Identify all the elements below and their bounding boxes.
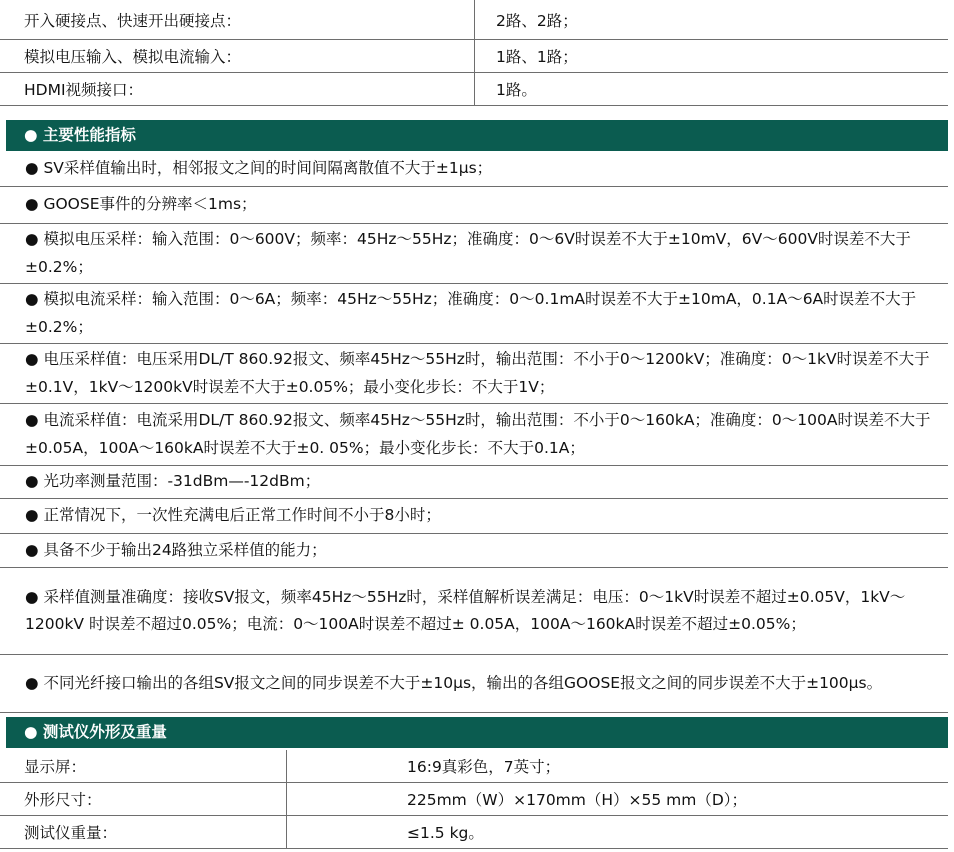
section-header-performance: ● 主要性能指标 — [6, 120, 948, 151]
table-row — [0, 73, 948, 106]
performance-list — [0, 151, 948, 713]
list-item: ● 光功率测量范围：-31dBm—-12dBm； — [0, 466, 948, 499]
list-item: ● 电流采样值：电流采用DL/T 860.92报文、频率45Hz～55Hz时，输出范围：不小于0～160kA；准确度：0～100A时误差不大于±0.05A，100A～160kA时误差不大于±0. 05%；最小变化步长：不大于0.1A； — [0, 404, 948, 466]
row-label: 显示屏： — [0, 750, 287, 783]
list-item: ● 具备不少于输出24路独立采样值的能力； — [0, 534, 948, 568]
interface-table — [0, 0, 948, 106]
table-row — [0, 783, 948, 816]
row-value: 225mm（W）×170mm（H）×55 mm（D）； — [287, 783, 949, 816]
table-row — [0, 750, 948, 783]
list-item: ● 正常情况下，一次性充满电后正常工作时间不小于8小时； — [0, 499, 948, 534]
table-row — [0, 0, 948, 40]
list-item: ● SV采样值输出时，相邻报文之间的时间间隔离散值不大于±1μs； — [0, 151, 948, 187]
row-value: 16:9真彩色，7英寸； — [287, 750, 949, 783]
row-label: 外形尺寸： — [0, 783, 287, 816]
row-label: HDMI视频接口： — [0, 73, 475, 106]
list-item: ● 电压采样值：电压采用DL/T 860.92报文、频率45Hz～55Hz时，输出范围：不小于0～1200kV；准确度：0～1kV时误差不大于±0.1V，1kV～1200kV时误差不大于±0.05%；最小变化步长：不大于1V； — [0, 344, 948, 404]
row-value: 1路、1路； — [475, 40, 949, 73]
appearance-table — [0, 750, 948, 849]
row-value: 2路、2路； — [475, 0, 949, 40]
list-item: ● GOOSE事件的分辨率＜1ms； — [0, 187, 948, 224]
row-value: ≤1.5 kg。 — [287, 816, 949, 849]
list-item: ● 采样值测量准确度：接收SV报文，频率45Hz～55Hz时，采样值解析误差满足：电压：0～1kV时误差不超过±0.05V，1kV～1200kV 时误差不超过0.05%；电流：0～100A时误差不超过± 0.05A，100A～160kA时误差不超过±0.05%； — [0, 568, 948, 655]
row-label: 测试仪重量： — [0, 816, 287, 849]
table-row — [0, 40, 948, 73]
section-header-appearance: ● 测试仪外形及重量 — [6, 717, 948, 748]
table-row — [0, 816, 948, 849]
row-label: 开入硬接点、快速开出硬接点： — [0, 0, 475, 40]
row-label: 模拟电压输入、模拟电流输入： — [0, 40, 475, 73]
list-item: ● 模拟电流采样：输入范围：0～6A；频率：45Hz～55Hz；准确度：0～0.1mA时误差不大于±10mA，0.1A～6A时误差不大于±0.2%； — [0, 284, 948, 344]
list-item: ● 不同光纤接口输出的各组SV报文之间的同步误差不大于±10μs，输出的各组GOOSE报文之间的同步误差不大于±100μs。 — [0, 655, 948, 713]
row-value: 1路。 — [475, 73, 949, 106]
list-item: ● 模拟电压采样：输入范围：0～600V；频率：45Hz～55Hz；准确度：0～6V时误差不大于±10mV，6V～600V时误差不大于±0.2%； — [0, 224, 948, 284]
